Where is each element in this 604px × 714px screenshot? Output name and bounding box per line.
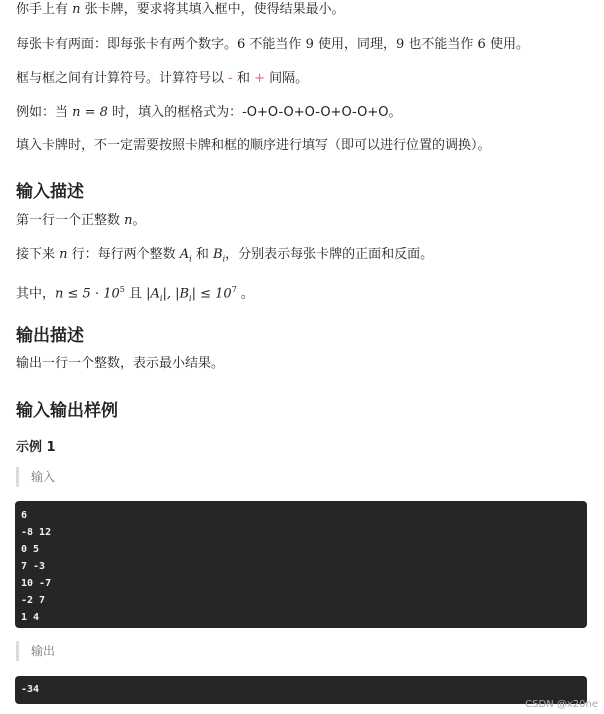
math-six: 6 <box>237 37 246 52</box>
text: 时，填入的框格式为：-O+O-O+O-O+O-O+O。 <box>107 105 402 120</box>
input-line-3 <box>16 281 254 308</box>
text: 间隔。 <box>265 71 309 86</box>
input-label-quote <box>16 467 55 487</box>
paragraph-operators <box>16 70 308 88</box>
text: 例如：当 <box>16 105 73 120</box>
code-line: 7 -3 <box>21 561 46 572</box>
text: 使用。 <box>485 37 529 52</box>
code-line: 0 5 <box>21 544 40 555</box>
math-subscript: i <box>159 293 163 303</box>
text: 。 <box>132 213 146 228</box>
code-line: -8 12 <box>21 527 52 538</box>
text: 不能当作 <box>245 37 306 52</box>
math-constraint: |A <box>146 286 160 302</box>
math-nine: 9 <box>305 37 314 52</box>
math-subscript: i <box>222 254 226 264</box>
text: 使用，同理， <box>313 37 396 52</box>
math-constraint: n ≤ 5 · 10 <box>55 286 120 302</box>
math-exponent: 7 <box>231 285 237 294</box>
text: ，分别表示每张卡牌的正面和反面。 <box>225 247 434 262</box>
math-subscript: i <box>189 254 192 264</box>
input-line-2 <box>16 246 433 269</box>
text: 你手上有 <box>16 2 73 17</box>
text: 框与框之间有计算符号。计算符号以 <box>16 71 229 86</box>
sample-input-code-block <box>15 501 587 628</box>
code-line: 10 -7 <box>21 578 52 589</box>
example-title: 示例 1 <box>16 440 56 455</box>
math-n: n <box>124 213 133 228</box>
text: 行：每行两个整数 <box>67 247 180 262</box>
output-line: 输出一行一个整数，表示最小结果。 <box>16 356 225 371</box>
code-line: -34 <box>21 684 40 695</box>
math-six: 6 <box>477 37 486 52</box>
minus-sign: - <box>228 71 233 86</box>
text: 。 <box>236 286 254 302</box>
text: 和 <box>232 71 255 86</box>
heading-output-description: 输出描述 <box>16 326 84 346</box>
math-constraint: | ≤ 10 <box>191 286 232 302</box>
output-label: 输出 <box>31 644 56 658</box>
input-label: 输入 <box>31 470 56 484</box>
paragraph-example <box>16 104 401 122</box>
code-line: 1 4 <box>21 612 40 623</box>
code-line: 6 <box>21 510 28 521</box>
math-B: B <box>213 247 223 262</box>
paragraph-card-faces <box>16 36 529 54</box>
text: 接下来 <box>16 247 60 262</box>
math-A: A <box>179 247 190 262</box>
paragraph-order-note: 填入卡牌时，不一定需要按照卡牌和框的顺序进行填写（即可以进行位置的调换）。 <box>16 138 491 153</box>
watermark: CSDN @x20ne <box>525 699 598 710</box>
heading-input-description: 输入描述 <box>16 182 84 202</box>
sample-output-code-block <box>15 676 587 704</box>
math-n-equals: n = 8 <box>72 105 108 120</box>
paragraph-intro <box>16 1 345 19</box>
math-subscript: i <box>189 293 192 303</box>
output-label-quote <box>16 641 55 661</box>
text: 也不能当作 <box>404 37 478 52</box>
math-n: n <box>72 2 81 17</box>
text: 且 <box>124 286 147 302</box>
math-constraint: |, |B <box>162 286 190 302</box>
code-line: -2 7 <box>21 595 46 606</box>
text: 和 <box>191 247 213 262</box>
text: 张卡牌，要求将其填入框中，使得结果最小。 <box>80 2 345 17</box>
math-nine: 9 <box>395 37 405 52</box>
math-n: n <box>59 247 68 262</box>
text: 第一行一个正整数 <box>16 213 125 228</box>
math-exponent: 5 <box>119 285 125 294</box>
heading-samples: 输入输出样例 <box>16 401 118 421</box>
input-line-1 <box>16 212 146 230</box>
plus-sign: + <box>254 71 266 86</box>
text: 其中， <box>16 286 56 302</box>
text: 每张卡有两面：即每张卡有两个数字。 <box>16 37 238 52</box>
